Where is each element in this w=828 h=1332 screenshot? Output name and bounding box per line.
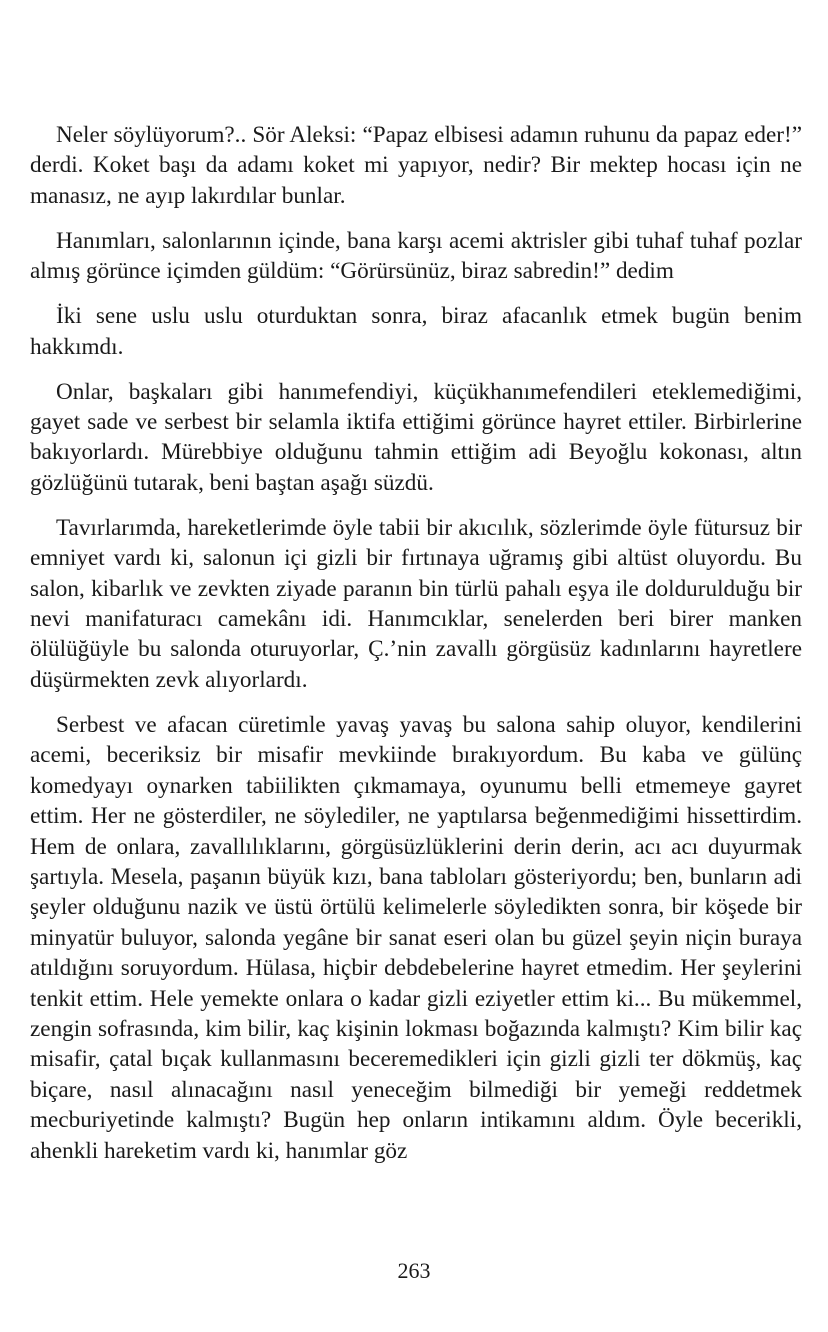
paragraph-5: Tavırlarımda, hareketlerimde öyle tabii bir akıcılık, sözlerimde öyle fütursuz bir emniyet vardı ki, salonun içi gizli bir fırtınaya uğramış gibi altüst oluyordu. Bu salon, kibarlık ve zevkten ziyade paranın bin türlü pahalı eşya ile doldurulduğu bir nevi manifaturacı camekânı idi. Hanımcıklar, senelerden beri birer manken ölülüğüyle bu salonda oturuyorlar, Ç.’nin zavallı görgüsüz kadınlarını hayretlere düşürmekten zevk alıyorlardı. — [30, 514, 802, 693]
page-text — [30, 120, 802, 1166]
page-number: 263 — [397, 1258, 431, 1283]
paragraph-2: Hanımları, salonlarının içinde, bana karşı acemi aktrisler gibi tuhaf tuhaf pozlar almış görünce içimden güldüm: “Görürsünüz, biraz sabredin!” dedim — [30, 227, 802, 285]
paragraph-6: Serbest ve afacan cüretimle yavaş yavaş bu salona sahip oluyor, kendilerini acemi, beceriksiz bir misafir mevkiinde bırakıyordum. Bu kaba ve gülünç komedyayı oynarken tabiilikten çıkmamaya, oyunumu belli etmemeye gayret ettim. Her ne gösterdiler, ne söylediler, ne yaptılarsa beğenmediğimi hissettirdim. Hem de onlara, zavallılıklarını, görgüsüzlüklerini derin derin, acı acı duyurmak şartıyla. Mesela, paşanın büyük kızı, bana tabloları gösteriyordu; ben, bunların adi şeyler olduğunu nazik ve üstü örtülü kelimelerle söyledikten sonra, bir köşede bir minyatür buluyor, salonda yegâne bir sanat eseri olan bu güzel şeyin niçin buraya atıldığını soruyordum. Hülasa, hiçbir debdebelerine hayret etmedim. Her şeylerini tenkit ettim. Hele yemekte onlara o kadar gizli eziyetler ettim ki... Bu mükemmel, zengin sofrasında, kim bilir, kaç kişinin lokması boğazında kalmıştı? Kim bilir kaç misafir, çatal bıçak kullanmasını beceremedikleri için gizli gizli ter dökmüş, kaç biçare, nasıl alınacağını nasıl yeneceğim bilmediği bir yemeği reddetmek mecburiyetinde kalmıştı? Bugün hep onların intikamını aldım. Öyle becerikli, ahenkli hareketim vardı ki, hanımlar göz — [30, 711, 802, 1164]
paragraph-4: Onlar, başkaları gibi hanımefendiyi, küçükhanımefendileri eteklemediğimi, gayet sade ve serbest bir selamla iktifa ettiğimi görünce hayret ettiler. Birbirlerine bakıyorlardı. Mürebbiye olduğunu tahmin ettiğim adi Beyoğlu kokonası, altın gözlüğünü tutarak, beni baştan aşağı süzdü. — [30, 378, 802, 496]
paragraph-1: Neler söylüyorum?.. Sör Aleksi: “Papaz elbisesi adamın ruhunu da papaz eder!” derdi. Koket başı da adamı koket mi yapıyor, nedir? Bir mektep hocası için ne manasız, ne ayıp lakırdılar bunlar. — [30, 122, 802, 209]
paragraph-3: İki sene uslu uslu oturduktan sonra, biraz afacanlık etmek bugün benim hakkımdı. — [30, 303, 802, 360]
